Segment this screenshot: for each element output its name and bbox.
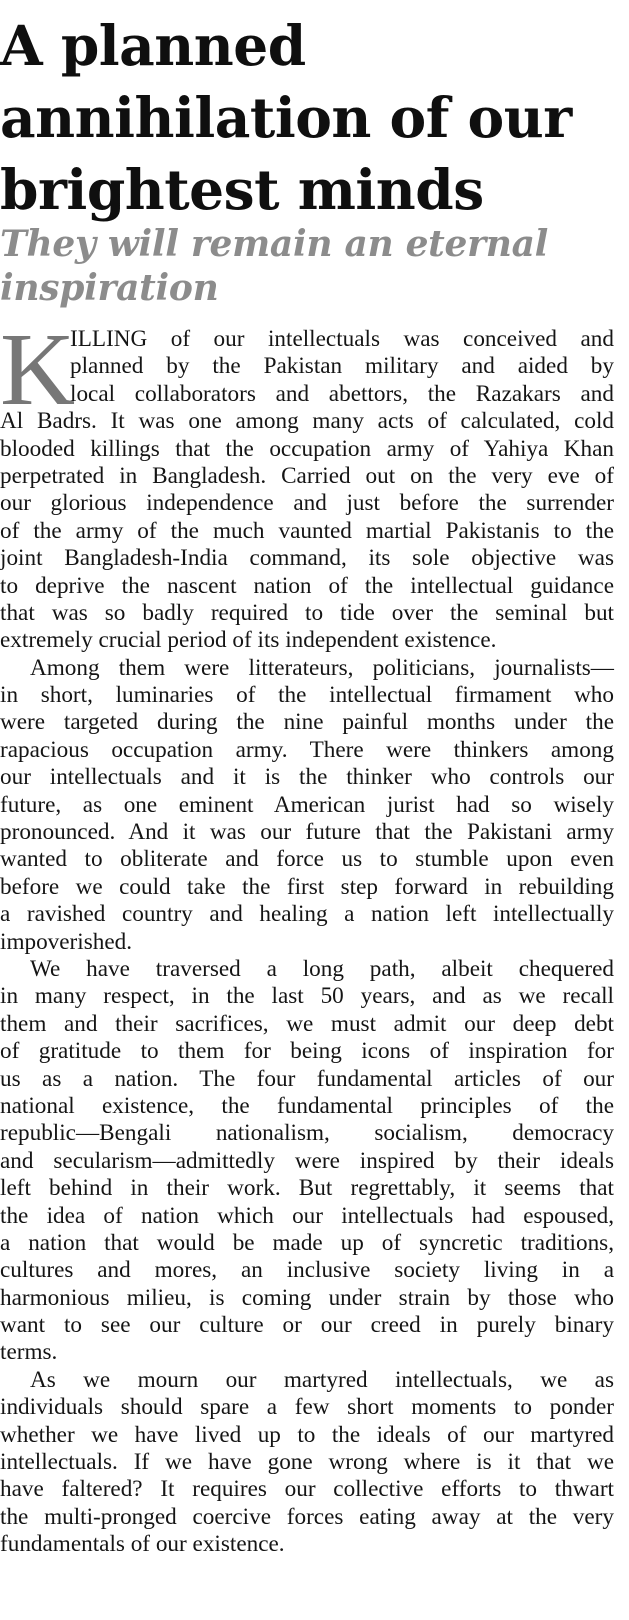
paragraph-line: wanted to obliterate and force us to stumble upon even [0, 846, 614, 873]
paragraph-line: individuals should spare a few short moments to ponder [0, 1394, 614, 1421]
paragraph-line: joint Bangladesh-India command, its sole objective was [0, 545, 614, 572]
paragraph-line: extremely crucial period of its independent existence. [0, 627, 497, 654]
paragraph-line: intellectuals. If we have gone wrong where is it that we [0, 1449, 614, 1476]
paragraph-line: rapacious occupation army. There were thinkers among [0, 736, 614, 763]
paragraph-line: to deprive the nascent nation of the intellectual guidance [0, 572, 614, 599]
paragraph-line: of gratitude to them for being icons of inspiration for [0, 1038, 614, 1065]
article-body [0, 312, 614, 1559]
paragraph-line: national existence, the fundamental principles of the [0, 1092, 614, 1119]
paragraph-line: fundamentals of our existence. [0, 1531, 285, 1558]
paragraph-line: of the army of the much vaunted martial Pakistanis to the [0, 517, 614, 544]
paragraph-line: them and their sacrifices, we must admit our deep debt [0, 1010, 614, 1037]
paragraph-line: Among them were litterateurs, politicians, journalists— [30, 654, 614, 681]
paragraph-line: want to see our culture or our creed in purely binary [0, 1312, 614, 1339]
paragraph-line: local collaborators and abettors, the Razakars and [70, 380, 614, 407]
paragraph [0, 956, 614, 1367]
paragraph-line: pronounced. And it was our future that the Pakistani army [0, 819, 614, 846]
paragraph-line: in short, luminaries of the intellectual firmament who [0, 682, 614, 709]
paragraph-line: planned by the Pakistan military and aided by [70, 353, 614, 380]
paragraph-line: us as a nation. The four fundamental articles of our [0, 1065, 614, 1092]
subheadline-line: They will remain an eternal [0, 223, 549, 265]
headline-line: A planned [0, 13, 306, 78]
paragraph-line: left behind in their work. But regrettably, it seems that [0, 1175, 614, 1202]
paragraph-line: the multi-pronged coercive forces eating away at the very [0, 1503, 614, 1530]
paragraph-line: republic—Bengali nationalism, socialism, democracy [0, 1120, 614, 1147]
paragraph-line: future, as one eminent American jurist had so wisely [0, 791, 614, 818]
paragraph-line: ILLING of our intellectuals was conceived and [70, 326, 614, 352]
paragraph [0, 655, 614, 956]
headline-line: annihilation of our [0, 85, 572, 150]
paragraph-line: impoverished. [0, 928, 133, 955]
paragraph-line: blooded killings that the occupation army of Yahiya Khan [0, 435, 614, 462]
paragraph-line: the idea of nation which our intellectuals had espoused, [0, 1202, 614, 1229]
paragraph-line: Al Badrs. It was one among many acts of calculated, cold [0, 408, 614, 435]
paragraph-line: whether we have lived up to the ideals of our martyred [0, 1421, 614, 1448]
headline-line: brightest minds [0, 157, 484, 222]
paragraph-line: cultures and mores, an inclusive society living in a [0, 1257, 614, 1284]
paragraph-line: perpetrated in Bangladesh. Carried out on the very eve of [0, 462, 614, 489]
paragraph-line: before we could take the first step forward in rebuilding [0, 873, 614, 900]
paragraph-line: have faltered? It requires our collective efforts to thwart [0, 1476, 614, 1503]
paragraph-line: a ravished country and healing a nation left intellectually [0, 901, 614, 928]
paragraph-line: terms. [0, 1339, 58, 1366]
paragraph [0, 1367, 614, 1559]
paragraph-line: in many respect, in the last 50 years, and as we recall [0, 983, 614, 1010]
subheadline-line: inspiration [0, 267, 219, 309]
paragraph-line: that was so badly required to tide over the seminal but [0, 599, 614, 626]
first-paragraph [0, 312, 614, 655]
headline [0, 0, 614, 226]
paragraph-line: our intellectuals and it is the thinker who controls our [0, 764, 614, 791]
paragraph-line: As we mourn our martyred intellectuals, we as [30, 1366, 614, 1393]
paragraph-line: harmonious milieu, is coming under strain by those who [0, 1284, 614, 1311]
paragraph-line: We have traversed a long path, albeit chequered [30, 955, 614, 982]
paragraph [0, 326, 614, 655]
drop-cap: K [0, 312, 76, 427]
paragraph-line: our glorious independence and just before the surrender [0, 490, 614, 517]
paragraph-line: a nation that would be made up of syncretic traditions, [0, 1229, 614, 1256]
paragraph-line: were targeted during the nine painful months under the [0, 709, 614, 736]
subheadline [0, 222, 614, 310]
paragraph-line: and secularism—admittedly were inspired by their ideals [0, 1147, 614, 1174]
